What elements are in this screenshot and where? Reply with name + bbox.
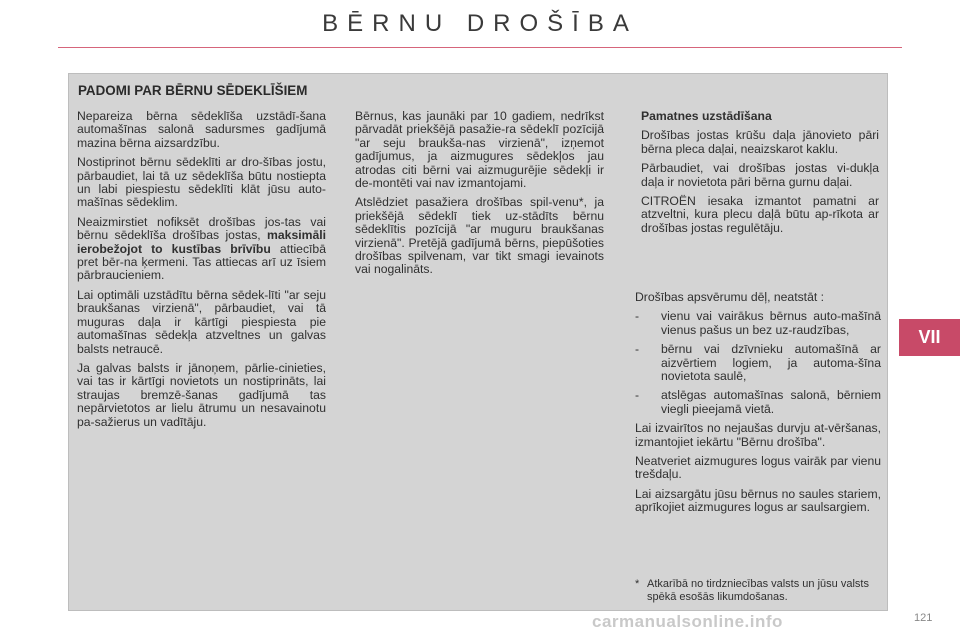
dash-bullet: - <box>635 309 640 324</box>
paragraph: Bērnus, kas jaunāki par 10 gadiem, nedrīkst pārvadāt priekšējā pasažie-ra sēdeklī pozīcijā "ar seju braukša-nas virzienā", izņemot gadījumus, ja aizmugures sēdekļos jau atrodas citi bērni vai aizmugurējie sēdekļi ir de-montēti vai nav izmantojami. <box>355 109 604 191</box>
subheading: Pamatnes uzstādīšana <box>641 109 772 123</box>
list-item <box>635 389 881 416</box>
page-number: 121 <box>914 612 933 624</box>
chapter-tab[interactable]: VII <box>899 319 960 356</box>
dash-bullet: - <box>635 342 640 357</box>
list-item-text: atslēgas automašīnas salonā, bērniem viegli pieejamā vietā. <box>661 388 881 416</box>
paragraph: Lai izvairītos no nejaušas durvju at-vēršanas, izmantojiet iekārtu "Bērnu drošība". <box>635 421 881 449</box>
list-item <box>635 310 881 337</box>
section-heading: PADOMI PAR BĒRNU SĒDEKLĪŠIEM <box>78 83 308 98</box>
paragraph: Neatveriet aizmugures logus vairāk par vienu trešdaļu. <box>635 454 881 482</box>
paragraph: Ja galvas balsts ir jānoņem, pārlie-cinieties, vai tas ir kārtīgi novietots un nostiprināts, lai straujas bremzē-šanas gadījumā tas nepārvietotos ar lielu ātrumu un nesavainotu pa-sažierus un vadītāju. <box>77 360 326 429</box>
dash-bullet: - <box>635 388 640 403</box>
paragraph: Drošības jostas krūšu daļa jānovieto pāri bērna pleca daļai, neaizskarot kaklu. <box>641 128 879 156</box>
column-left <box>77 110 326 435</box>
list-item-text: bērnu vai dzīvnieku automašīnā ar aizvērtiem logiem, ja automa-šīna novietota saulē, <box>661 342 881 384</box>
paragraph: Nostiprinot bērnu sēdeklīti ar dro-šības jostu, pārbaudiet, lai tā uz sēdeklīša būtu nostiepta un labi piespiestu sēdeklīti klāt jūsu auto-mašīnas sēdeklim. <box>77 155 326 210</box>
paragraph <box>77 216 326 283</box>
text-run: attiecībā pret bēr-na ķermeni. Tas attiecas arī uz īsiem pārbraucieniem. <box>77 241 326 283</box>
footnote-marker: * <box>635 578 640 590</box>
paragraph: CITROËN iesaka izmantot pamatni ar atzveltni, kura plecu daļā būtu ap-rīkota ar drošības jostas regulētāju. <box>641 194 879 235</box>
text-run: Neaizmirstiet nofiksēt drošības jos-tas vai bērnu sēdeklīša drošības jostas, <box>77 214 326 243</box>
paragraph: Nepareiza bērna sēdeklīša uzstādī-šana automašīnas salonā sadursmes gadījumā mazina bērna aizsardzību. <box>77 109 326 150</box>
watermark: carmanualsonline.info <box>592 612 783 631</box>
footnote-text: Atkarībā no tirdzniecības valsts un jūsu valsts spēkā esošās likumdošanas. <box>647 578 869 603</box>
paragraph: Atslēdziet pasažiera drošības spil-venu*, ja priekšējā sēdeklī tiek uz-stādīts bērnu sēdeklītis pozīcijā "ar muguru braukšanas virzienā". Pretējā gadījumā bērns, piepūšoties drošības spilvenam, var tikt smagi ievainots vai nogalināts. <box>355 195 604 277</box>
column-middle <box>355 110 604 283</box>
paragraph: Lai optimāli uzstādītu bērna sēdek-līti "ar seju braukšanas virzienā", pārbaudiet, vai tā muguras daļa ir kārtīgi piespiesta pie automašīnas sēdekļa atzveltnes un galvas balsts netraucē. <box>77 287 326 356</box>
page-title: BĒRNU DROŠĪBA <box>322 10 638 37</box>
info-panel <box>68 73 888 611</box>
emphasis-text: maksimāli ierobežojot to kustības brīvību <box>77 228 326 256</box>
column-right-bottom <box>635 291 881 521</box>
paragraph: Pārbaudiet, vai drošības jostas vi-dukļa daļa ir novietota pāri bērna gurnu daļai. <box>641 161 879 189</box>
list-item <box>635 343 881 383</box>
column-right-top <box>641 110 879 241</box>
footnote <box>635 578 885 603</box>
paragraph: Lai aizsargātu jūsu bērnus no saules stariem, aprīkojiet aizmugures logus ar saulsargiem. <box>635 486 881 515</box>
title-divider <box>58 47 902 48</box>
paragraph: Drošības apsvērumu dēļ, neatstāt : <box>635 290 825 304</box>
list-item-text: vienu vai vairākus bērnus auto-mašīnā vienus pašus un bez uz-raudzības, <box>661 309 881 337</box>
